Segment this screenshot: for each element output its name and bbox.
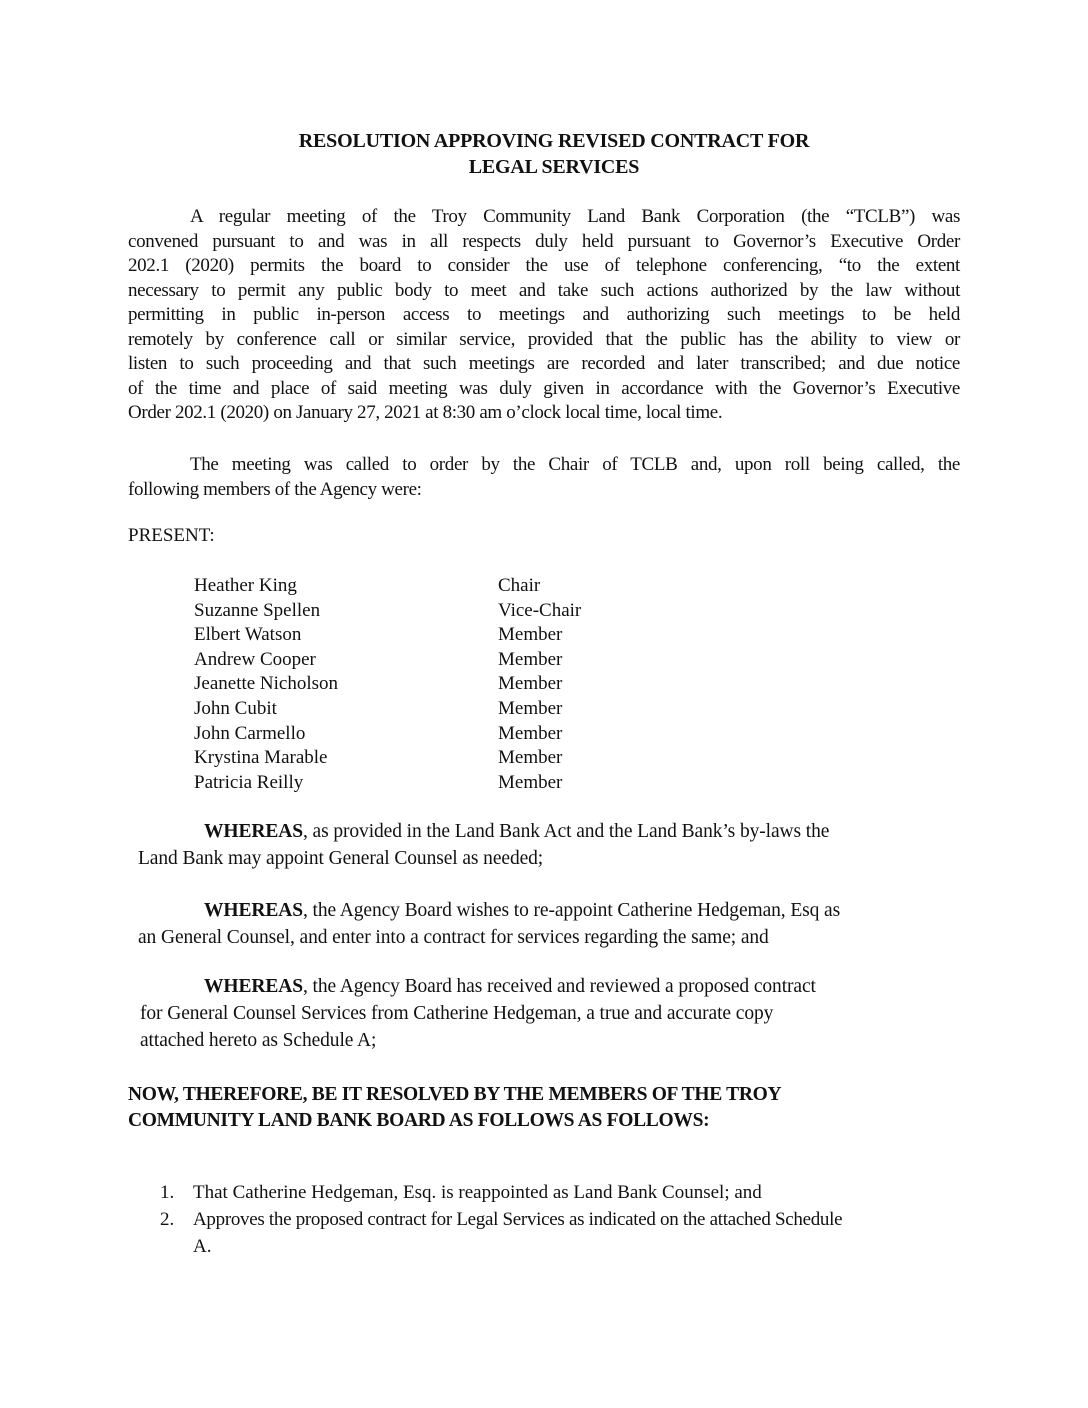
whereas-line: for General Counsel Services from Catherine Hedgeman, a true and accurate copy: [140, 1003, 774, 1024]
member-name: Krystina Marable: [194, 747, 328, 769]
member-role: Member: [498, 747, 563, 769]
list-text: A.: [193, 1236, 212, 1257]
roll-call-paragraph: [128, 453, 960, 502]
roll-line: The meeting was called to order by the Chair of TCLB and, upon roll being called, the: [190, 454, 960, 475]
member-role: Chair: [498, 575, 541, 596]
whereas-keyword: WHEREAS: [204, 900, 303, 921]
member-role: Member: [498, 624, 563, 646]
whereas-line: WHEREAS, the Agency Board has received and reviewed a proposed contract: [204, 976, 816, 997]
present-label: PRESENT:: [128, 525, 215, 546]
member-name: Patricia Reilly: [194, 771, 304, 793]
intro-line: 202.1 (2020) permits the board to consider the use of telephone conferencing, “to the extent: [128, 255, 960, 276]
whereas-line: WHEREAS, the Agency Board wishes to re-appoint Catherine Hedgeman, Esq as: [204, 900, 841, 921]
resolved-line-1: NOW, THEREFORE, BE IT RESOLVED BY THE MEMBERS OF THE TROY: [128, 1084, 782, 1105]
intro-line: A regular meeting of the Troy Community Land Bank Corporation (the “TCLB”) was: [190, 206, 960, 227]
whereas-keyword: WHEREAS: [204, 821, 303, 842]
intro-line: listen to such proceeding and that such meetings are recorded and later transcribed; and due notice: [128, 353, 960, 374]
intro-line: of the time and place of said meeting was duly given in accordance with the Governor’s Executive: [128, 377, 960, 399]
member-name: Heather King: [194, 575, 297, 596]
member-name: John Carmello: [194, 722, 306, 744]
resolved-line-2: COMMUNITY LAND BANK BOARD AS FOLLOWS AS FOLLOWS:: [128, 1110, 710, 1131]
member-role: Member: [498, 648, 563, 670]
list-number: 2.: [160, 1209, 175, 1230]
title-line-2: LEGAL SERVICES: [468, 156, 640, 178]
intro-line: permitting in public in-person access to meetings and authorizing such meetings to be held: [128, 304, 960, 325]
intro-line: convened pursuant to and was in all respects duly held pursuant to Governor’s Executive Order: [128, 230, 960, 252]
document-title: [0, 128, 1088, 180]
list-text: Approves the proposed contract for Legal Services as indicated on the attached Schedule: [193, 1209, 843, 1230]
intro-paragraph: [128, 205, 960, 426]
whereas-clause: [140, 973, 952, 1054]
whereas-line: an General Counsel, and enter into a contract for services regarding the same; and: [138, 927, 769, 948]
resolved-heading: [128, 1082, 781, 1134]
member-name: Andrew Cooper: [194, 648, 316, 670]
intro-line: remotely by conference call or similar service, provided that the public has the ability to view or: [128, 328, 960, 350]
whereas-line: attached hereto as Schedule A;: [140, 1030, 377, 1051]
whereas-line: WHEREAS, as provided in the Land Bank Act and the Land Bank’s by-laws the: [204, 821, 830, 842]
whereas-keyword: WHEREAS: [204, 976, 303, 997]
list-text: That Catherine Hedgeman, Esq. is reappointed as Land Bank Counsel; and: [193, 1182, 762, 1203]
member-name: John Cubit: [194, 697, 277, 719]
member-name: Jeanette Nicholson: [194, 673, 339, 695]
title-line-1: RESOLUTION APPROVING REVISED CONTRACT FOR: [298, 130, 810, 152]
whereas-clause: [138, 897, 950, 951]
member-name: Elbert Watson: [194, 624, 302, 646]
list-number: 1.: [160, 1182, 175, 1203]
whereas-clause: [138, 818, 950, 872]
member-name: Suzanne Spellen: [194, 599, 321, 621]
member-role: Vice-Chair: [498, 599, 582, 621]
member-role: Member: [498, 771, 563, 793]
member-role: Member: [498, 697, 563, 719]
member-role: Member: [498, 673, 563, 695]
intro-line: necessary to permit any public body to meet and take such actions authorized by the law without: [128, 279, 960, 301]
whereas-line: Land Bank may appoint General Counsel as needed;: [138, 848, 544, 869]
roll-line: following members of the Agency were:: [128, 478, 422, 500]
intro-line: Order 202.1 (2020) on January 27, 2021 at 8:30 am o’clock local time, local time.: [128, 402, 723, 423]
member-role: Member: [498, 722, 563, 744]
